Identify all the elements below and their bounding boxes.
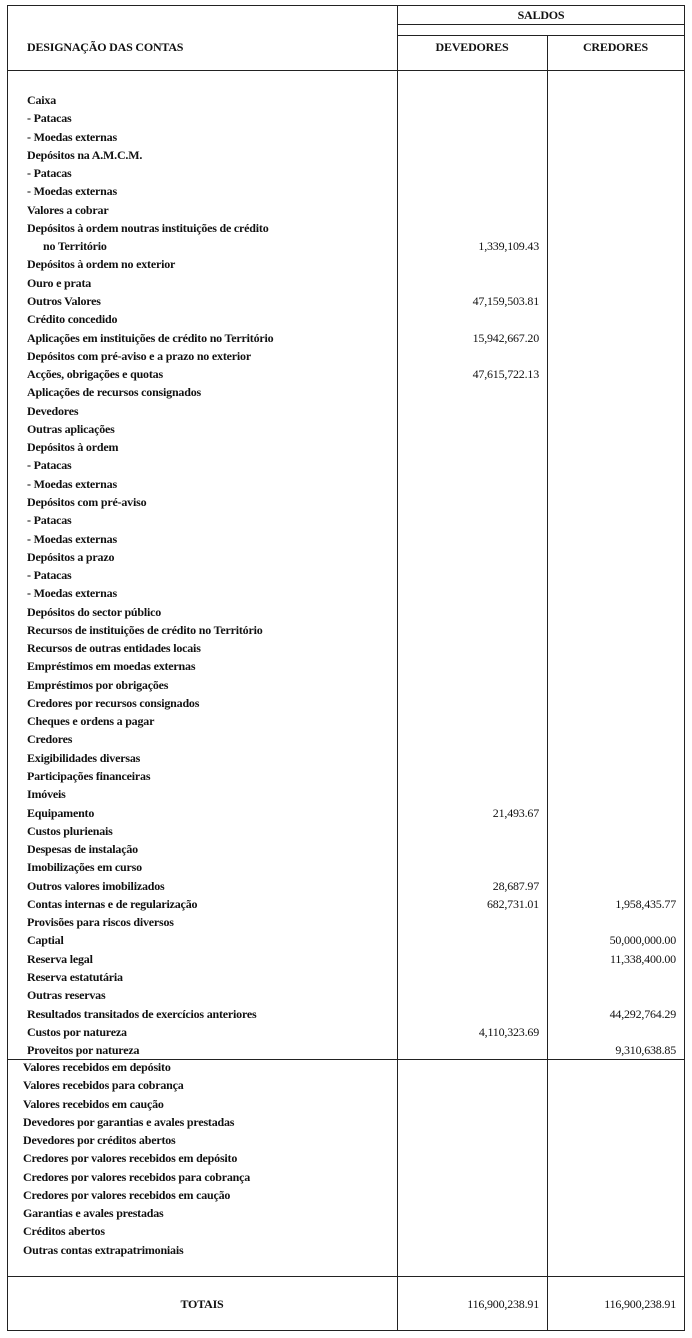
account-label: Depósitos à ordem — [27, 440, 119, 455]
account-label: Ouro e prata — [27, 275, 92, 290]
devedores-value: 21,493.67 — [492, 805, 539, 820]
credores-value: 9,310,638.85 — [615, 1043, 676, 1057]
account-label: Recursos de instituições de crédito no Território — [27, 622, 263, 637]
border-right — [684, 5, 685, 1331]
off-balance-label: Créditos abertos — [23, 1224, 105, 1239]
devedores-value: 28,687.97 — [492, 878, 539, 893]
account-label: Exigibilidades diversas — [27, 750, 141, 765]
saldos-underline — [397, 24, 685, 25]
account-label: Outras aplicações — [27, 421, 115, 436]
credores-value: 50,000,000.00 — [609, 933, 676, 948]
account-label: no Território — [43, 239, 107, 254]
account-label: Depósitos à ordem no exterior — [27, 257, 176, 272]
account-label: Custos plurienais — [27, 823, 113, 838]
account-label: Recursos de outras entidades locais — [27, 641, 201, 656]
off-balance-label: Valores recebidos para cobrança — [23, 1078, 184, 1093]
devedores-value: 47,615,722.13 — [472, 367, 539, 382]
account-label: Devedores — [27, 403, 79, 418]
off-balance-label: Credores por valores recebidos para cobrança — [23, 1169, 251, 1184]
account-label: Equipamento — [27, 805, 95, 820]
account-label: Outros valores imobilizados — [27, 878, 165, 893]
off-balance-label: Devedores por créditos abertos — [23, 1133, 176, 1148]
account-label: Depósitos com pré-aviso e a prazo no exterior — [27, 348, 251, 363]
section2-bottom-line — [7, 1276, 685, 1277]
account-label: - Patacas — [27, 166, 72, 181]
credores-value: 1,958,435.77 — [615, 896, 676, 911]
account-label: Crédito concedido — [27, 312, 118, 327]
account-label: - Patacas — [27, 458, 72, 473]
header-designation: DESIGNAÇÃO DAS CONTAS — [27, 40, 184, 54]
off-balance-label: Credores por valores recebidos em caução — [23, 1187, 231, 1202]
account-label: Resultados transitados de exercícios anteriores — [27, 1006, 257, 1021]
account-label: Depósitos à ordem noutras instituições de crédito — [27, 220, 269, 235]
account-label: Imóveis — [27, 787, 66, 802]
off-balance-label: Credores por valores recebidos em depósito — [23, 1151, 238, 1166]
account-label: Depósitos do sector público — [27, 604, 162, 619]
account-label: Credores por recursos consignados — [27, 695, 200, 710]
off-balance-label: Devedores por garantias e avales prestadas — [23, 1114, 235, 1129]
account-label: - Moedas externas — [27, 129, 117, 144]
border-bottom — [7, 1330, 685, 1331]
totals-label: TOTAIS — [180, 1297, 224, 1311]
divider-designation — [397, 5, 398, 1331]
account-label: Custos por natureza — [27, 1024, 127, 1039]
account-label: Empréstimos por obrigações — [27, 677, 169, 692]
account-label: Reserva legal — [27, 951, 93, 966]
account-label: Valores a cobrar — [27, 202, 109, 217]
devedores-value: 1,339,109.43 — [478, 239, 539, 254]
devedores-value: 682,731.01 — [486, 896, 539, 911]
off-balance-label: Outras contas extrapatrimoniais — [23, 1242, 184, 1257]
account-label: Depósitos com pré-aviso — [27, 494, 147, 509]
account-label: Outros Valores — [27, 294, 101, 308]
account-label: Aplicações de recursos consignados — [27, 385, 201, 400]
account-label: Credores — [27, 732, 73, 747]
account-label: Caixa — [27, 93, 57, 107]
account-label: Provisões para riscos diversos — [27, 915, 174, 930]
devedores-value: 4,110,323.69 — [478, 1024, 539, 1039]
account-label: Reserva estatutária — [27, 970, 123, 984]
account-label: - Moedas externas — [27, 476, 117, 491]
account-label: Despesas de instalação — [27, 842, 138, 857]
account-label: Proveitos por natureza — [27, 1043, 140, 1057]
saldos-subline — [397, 35, 685, 36]
credores-value: 44,292,764.29 — [609, 1006, 676, 1021]
account-label: Depósitos na A.M.C.M. — [27, 147, 143, 162]
account-label: - Moedas externas — [27, 184, 117, 199]
header-bottom-line — [7, 70, 685, 71]
account-label: Acções, obrigações e quotas — [27, 367, 163, 382]
account-label: Cheques e ordens a pagar — [27, 714, 155, 729]
header-credores: CREDORES — [582, 40, 649, 54]
header-devedores: DEVEDORES — [435, 40, 509, 54]
account-label: Captial — [27, 933, 64, 948]
header-saldos: SALDOS — [517, 8, 565, 22]
border-top — [7, 5, 685, 6]
account-label: Depósitos a prazo — [27, 549, 115, 564]
off-balance-label: Valores recebidos em depósito — [23, 1060, 171, 1074]
divider-devedores — [547, 35, 548, 1331]
account-label: Aplicações em instituições de crédito no Território — [27, 330, 274, 345]
totals-devedores: 116,900,238.91 — [467, 1297, 539, 1311]
account-label: Outras reservas — [27, 988, 106, 1003]
account-label: - Patacas — [27, 568, 72, 582]
account-label: Empréstimos em moedas externas — [27, 659, 196, 674]
devedores-value: 15,942,667.20 — [472, 330, 539, 345]
totals-credores: 116,900,238.91 — [604, 1297, 676, 1311]
off-balance-label: Garantias e avales prestadas — [23, 1206, 164, 1221]
account-label: - Patacas — [27, 513, 72, 528]
account-label: - Moedas externas — [27, 531, 117, 546]
account-label: - Moedas externas — [27, 586, 117, 601]
devedores-value: 47,159,503.81 — [472, 294, 539, 308]
account-label: - Patacas — [27, 111, 72, 126]
account-label: Imobilizações em curso — [27, 860, 142, 875]
account-label: Participações financeiras — [27, 769, 151, 783]
border-left — [7, 5, 8, 1331]
credores-value: 11,338,400.00 — [610, 951, 676, 966]
off-balance-label: Valores recebidos em caução — [23, 1096, 164, 1111]
account-label: Contas internas e de regularização — [27, 896, 198, 911]
